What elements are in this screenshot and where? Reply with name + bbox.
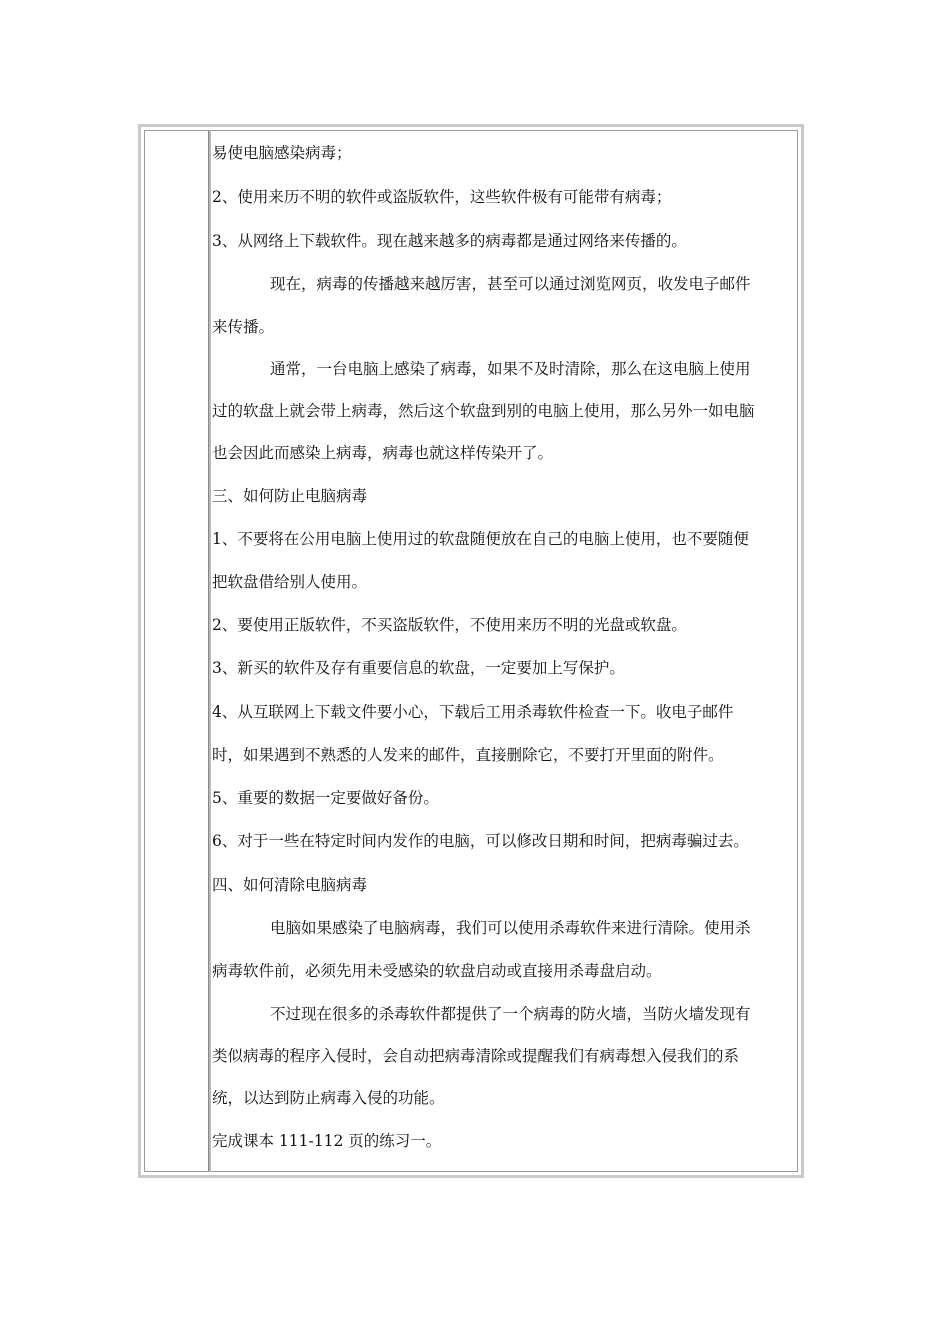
section-heading: 四、如何清除电脑病毒 — [212, 876, 368, 894]
text-line: 2、使用来历不明的软件或盗版软件，这些软件极有可能带有病毒； — [212, 188, 672, 206]
paragraph-line: 不过现在很多的杀毒软件都提供了一个病毒的防火墙，当防火墙发现有 — [270, 1005, 751, 1023]
paragraph-line: 电脑如果感染了电脑病毒，我们可以使用杀毒软件来进行清除。使用杀 — [270, 919, 751, 937]
text-line: 过的软盘上就会带上病毒，然后这个软盘到别的电脑上使用，那么另外一如电脑 — [212, 402, 755, 420]
text-line: 3、新买的软件及存有重要信息的软盘，一定要加上写保护。 — [212, 659, 625, 677]
text-line: 完成课本 111-112 页的练习一。 — [212, 1132, 442, 1150]
text-line: 4、从互联网上下载文件要小心，下载后工用杀毒软件检查一下。收电子邮件 — [212, 703, 734, 721]
paragraph-line: 通常，一台电脑上感染了病毒，如果不及时清除，那么在这电脑上使用 — [270, 360, 751, 378]
text-line: 5、重要的数据一定要做好备份。 — [212, 789, 439, 807]
text-line: 类似病毒的程序入侵时，会自动把病毒清除或提醒我们有病毒想入侵我们的系 — [212, 1047, 740, 1065]
text-line: 来传播。 — [212, 318, 275, 336]
text-line: 统，以达到防止病毒入侵的功能。 — [212, 1089, 445, 1107]
section-heading: 三、如何防止电脑病毒 — [212, 487, 368, 505]
text-line: 1、不要将在公用电脑上使用过的软盘随便放在自己的电脑上使用，也不要随便 — [212, 530, 749, 548]
text-line: 时，如果遇到不熟悉的人发来的邮件，直接删除它，不要打开里面的附件。 — [212, 746, 724, 764]
paragraph-line: 现在，病毒的传播越来越厉害，甚至可以通过浏览网页，收发电子邮件 — [270, 275, 751, 293]
column-divider — [208, 130, 211, 1172]
text-line: 易使电脑感染病毒； — [212, 144, 352, 162]
text-line: 把软盘借给别人使用。 — [212, 573, 368, 591]
text-line: 病毒软件前，必须先用未受感染的软盘启动或直接用杀毒盘启动。 — [212, 962, 662, 980]
text-line: 2、要使用正版软件，不买盗版软件，不使用来历不明的光盘或软盘。 — [212, 616, 687, 634]
text-line: 3、从网络上下载软件。现在越来越多的病毒都是通过网络来传播的。 — [212, 232, 687, 250]
text-line: 6、对于一些在特定时间内发作的电脑，可以修改日期和时间，把病毒骗过去。 — [212, 832, 749, 850]
text-line: 也会因此而感染上病毒，病毒也就这样传染开了。 — [212, 444, 554, 462]
